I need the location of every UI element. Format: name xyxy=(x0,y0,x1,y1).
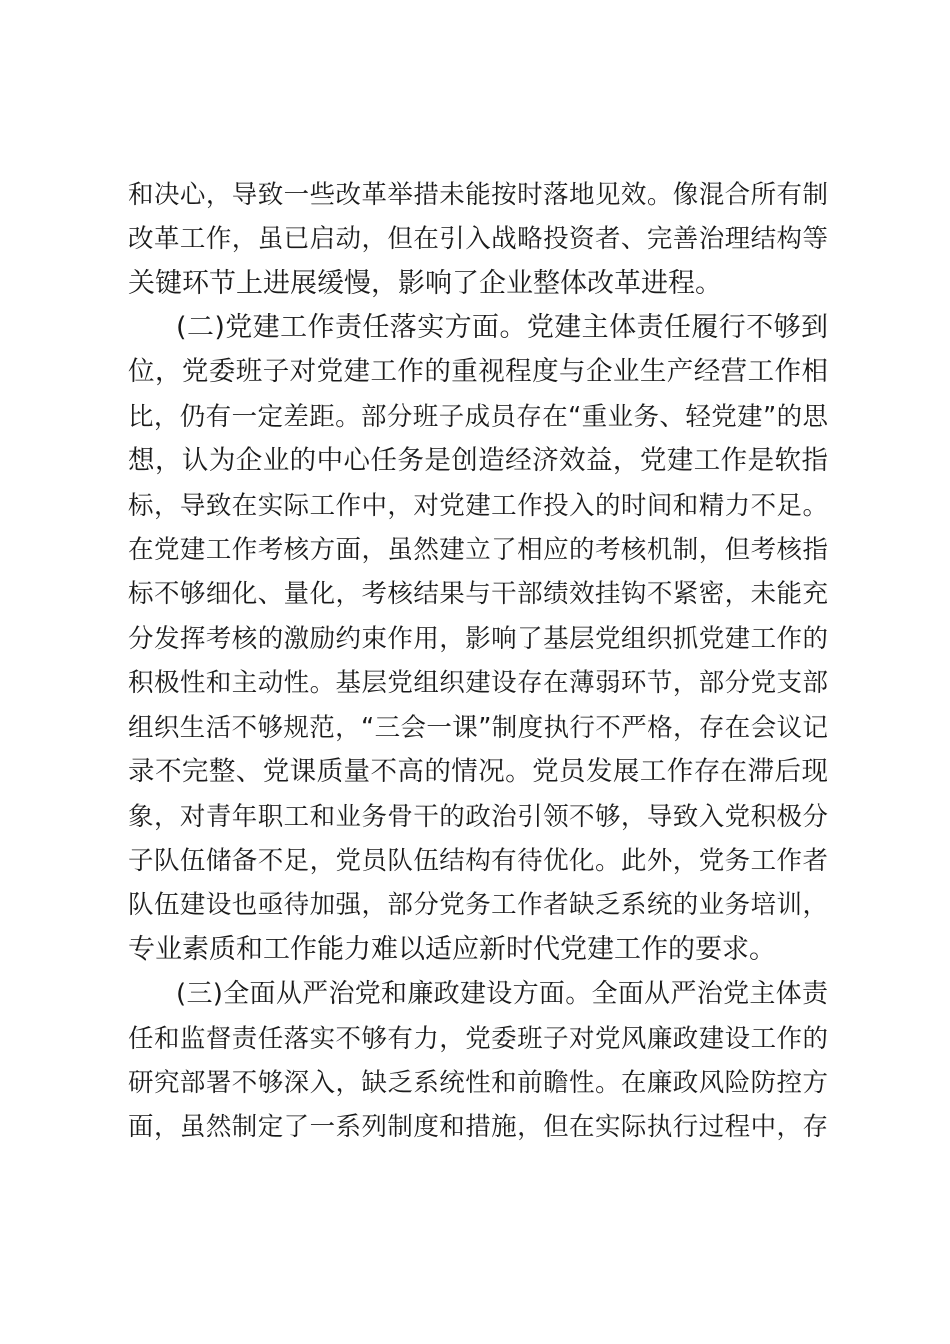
text-line: 专业素质和工作能力难以适应新时代党建工作的要求。 xyxy=(128,934,776,965)
text-line: 关键环节上进展缓慢，影响了企业整体改革进程。 xyxy=(128,268,722,299)
text-line: 和决心，导致一些改革举措未能按时落地见效。像混合所有制 xyxy=(128,180,828,210)
text-line: 队伍建设也亟待加强，部分党务工作者缺乏系统的业务培训， xyxy=(128,890,828,920)
text-line: 在党建工作考核方面，虽然建立了相应的考核机制，但考核指 xyxy=(128,535,828,565)
text-line: 标不够细化、量化，考核结果与干部绩效挂钩不紧密，未能充 xyxy=(128,579,828,609)
text-line: 位，党委班子对党建工作的重视程度与企业生产经营工作相 xyxy=(128,356,828,387)
text-line: 改革工作，虽已启动，但在引入战略投资者、完善治理结构等 xyxy=(128,224,828,254)
text-line: 想，认为企业的中心任务是创造经济效益，党建工作是软指 xyxy=(128,445,828,476)
text-line: 标，导致在实际工作中，对党建工作投入的时间和精力不足。 xyxy=(128,491,828,521)
section-heading-line: (三)全面从严治党和廉政建设方面。全面从严治党主体责 xyxy=(176,979,828,1009)
text-line: 比，仍有一定差距。部分班子成员存在“重业务、轻党建”的思 xyxy=(128,402,828,432)
text-line: 录不完整、党课质量不高的情况。党员发展工作存在滞后现 xyxy=(128,756,828,787)
text-line: 分发挥考核的激励约束作用，影响了基层党组织抓党建工作的 xyxy=(128,624,828,654)
text-line: 研究部署不够深入，缺乏系统性和前瞻性。在廉政风险防控方 xyxy=(128,1068,828,1098)
text-line: 面，虽然制定了一系列制度和措施，但在实际执行过程中，存 xyxy=(128,1112,828,1142)
text-line: 组织生活不够规范，“三会一课”制度执行不严格，存在会议记 xyxy=(128,713,828,743)
text-line: 积极性和主动性。基层党组织建设存在薄弱环节，部分党支部 xyxy=(128,668,828,698)
text-line: 象，对青年职工和业务骨干的政治引领不够，导致入党积极分 xyxy=(128,802,828,832)
section-heading-line: (二)党建工作责任落实方面。党建主体责任履行不够到 xyxy=(176,312,828,343)
text-line: 子队伍储备不足，党员队伍结构有待优化。此外，党务工作者 xyxy=(128,846,828,876)
text-line: 任和监督责任落实不够有力，党委班子对党风廉政建设工作的 xyxy=(128,1024,828,1054)
